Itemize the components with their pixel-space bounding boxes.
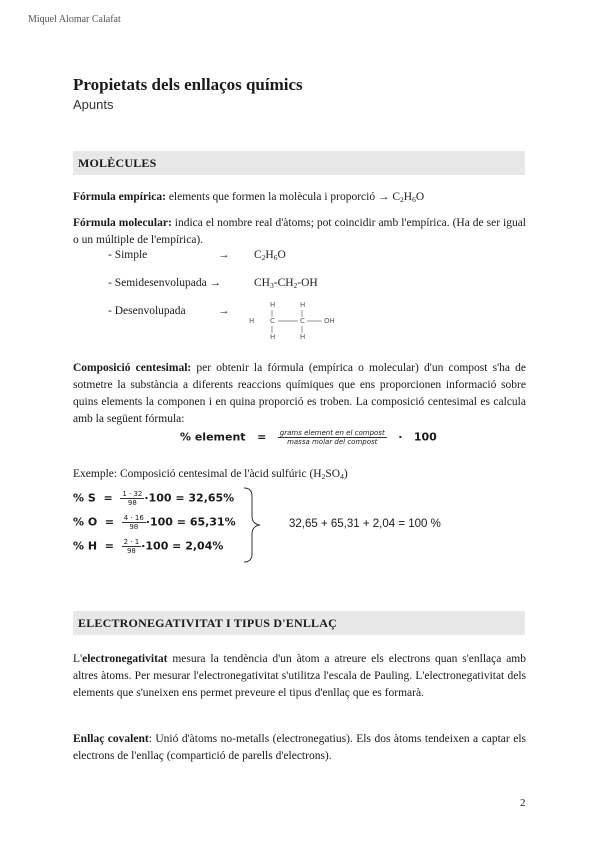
form-simple-value	[254, 249, 286, 262]
row-rest: ·100 = 65,31%	[145, 515, 236, 529]
percent-formula	[180, 429, 437, 446]
term-covalent: Enllaç covalent	[73, 733, 149, 745]
atom-h: H	[270, 333, 276, 341]
structural-bonds	[245, 300, 345, 345]
curly-brace-icon	[240, 486, 270, 564]
el: H	[403, 191, 413, 203]
row-lhs: % S	[73, 491, 96, 505]
el: O	[415, 191, 425, 203]
p2-text: : Unió d'àtoms no-metalls (electronegatius). Els dos àtoms tendeixen a captar els electrons de l'enllaç (compartició de parells d'electrons).	[73, 733, 526, 762]
row-den: 98	[129, 523, 139, 531]
p1-text: mesura la tendència d'un àtom a atreure els electrons quan s'enllaça amb altres àtoms. Per mesurar l'electronegativitat s'utilitza l'escala de Pauling. L'electronegativitat dels elements que s'uneixen ens permet preveure el tipus d'enllaç que es formarà.	[73, 653, 526, 699]
row-lhs: % O	[73, 515, 98, 529]
term-molecular: Fórmula molecular:	[73, 217, 172, 229]
atom-c: C	[300, 317, 305, 325]
row-den: 98	[126, 547, 136, 555]
el: C	[254, 249, 262, 261]
row-num: 2 · 1	[123, 538, 140, 546]
el: -OH	[297, 277, 318, 289]
sub: 2	[261, 253, 266, 262]
form-simple-label: - Simple	[108, 249, 148, 261]
example-row-h: % H = $\frac{2 \cdot 1}{98}$ ·100 = 2,04%	[73, 538, 224, 555]
formula-numerator: grams element en el compost	[279, 429, 385, 437]
composition-paragraph	[73, 360, 526, 428]
covalent-bond-paragraph	[73, 731, 526, 765]
atom-h: H	[270, 301, 276, 309]
empirical-text: elements que formen la molècula i proporció → C	[165, 191, 401, 203]
header-author: Miquel Alomar Calafat	[28, 14, 121, 25]
example-text: Exemple: Composició centesimal de l'àcid sulfúric (H	[73, 468, 322, 480]
atom-h: H	[300, 333, 306, 341]
page-title: Propietats dels enllaços químics	[73, 75, 303, 94]
row-rest: ·100 = 2,04%	[141, 539, 224, 553]
form-semi-label: - Semidesenvolupada →	[108, 277, 222, 289]
p1-pre: L'	[73, 653, 83, 665]
atom-h: H	[300, 301, 306, 309]
electronegativity-paragraph	[73, 651, 526, 702]
el: H	[265, 249, 274, 261]
empirical-formula-paragraph	[73, 189, 526, 208]
example-row-s: % S = $\frac{1 \cdot 32}{98}$ ·100 = 32,65%	[73, 490, 235, 507]
sub: 2	[293, 281, 298, 290]
molecular-formula-paragraph	[73, 215, 526, 249]
el: )	[343, 468, 348, 480]
example-paragraph	[73, 466, 526, 485]
section-heading-molecules	[73, 151, 525, 175]
formula-times: ·	[398, 430, 403, 444]
page-subtitle: Apunts	[73, 97, 114, 112]
form-semi-value	[254, 277, 318, 290]
sum-check: 32,65 + 65,31 + 2,04 = 100 %	[289, 518, 441, 530]
sub: 2	[400, 195, 404, 204]
formula-lhs: % element	[180, 430, 246, 444]
sub: 2	[321, 472, 326, 481]
row-fraction	[120, 490, 144, 507]
formula-constant: 100	[413, 430, 437, 444]
row-fraction	[122, 538, 142, 555]
molecular-text: indica el nombre real d'àtoms; pot coincidir amb l'empírica. (Ha de ser igual o un múltiple de l'empírica).	[73, 217, 527, 246]
example-row-o: % O = $\frac{4 \cdot 16}{98}$ ·100 = 65,31%	[73, 514, 236, 531]
row-num: 4 · 16	[123, 514, 144, 522]
composition-text: per obtenir la fórmula (empírica o molecular) d'un compost s'ha de sotmetre la substància a diferents reaccions químiques que ens proporcionen informació sobre quins elements la componen i en quina proporció es troben. La composició centesimal es calcula amb la següent fórmula:	[73, 362, 526, 425]
section-heading-electronegativity	[73, 611, 525, 635]
row-fraction	[122, 514, 146, 531]
formula-denominator: massa molar del compost	[287, 438, 378, 446]
row-den: 98	[127, 499, 137, 507]
section-heading-text: ELECTRONEGATIVITAT I TIPUS D'ENLLAÇ	[78, 616, 337, 630]
sub: 6	[273, 253, 278, 262]
section-heading-text: MOLÈCULES	[78, 156, 157, 170]
term-electronegativity: electronegativitat	[82, 653, 168, 665]
row-lhs: % H	[73, 539, 98, 553]
sub: 6	[412, 195, 416, 204]
sub: 3	[269, 281, 274, 290]
formula-eq: =	[257, 430, 267, 444]
el: CH	[254, 277, 270, 289]
el: SO	[325, 468, 341, 480]
atom-h: H	[249, 317, 255, 325]
group-oh: OH	[324, 317, 335, 325]
arrow: →	[218, 305, 230, 317]
arrow: →	[218, 249, 230, 261]
form-developed-label: - Desenvolupada	[108, 305, 186, 317]
page-number: 2	[520, 797, 526, 809]
sub: 4	[340, 472, 344, 481]
term-composition: Composició centesimal:	[73, 362, 192, 374]
el: O	[277, 249, 286, 261]
el: -CH	[273, 277, 294, 289]
row-rest: ·100 = 32,65%	[144, 491, 235, 505]
row-num: 1 · 32	[122, 490, 143, 498]
formula-fraction	[278, 429, 387, 446]
term-empirical: Fórmula empírica:	[73, 191, 166, 203]
atom-c: C	[270, 317, 275, 325]
